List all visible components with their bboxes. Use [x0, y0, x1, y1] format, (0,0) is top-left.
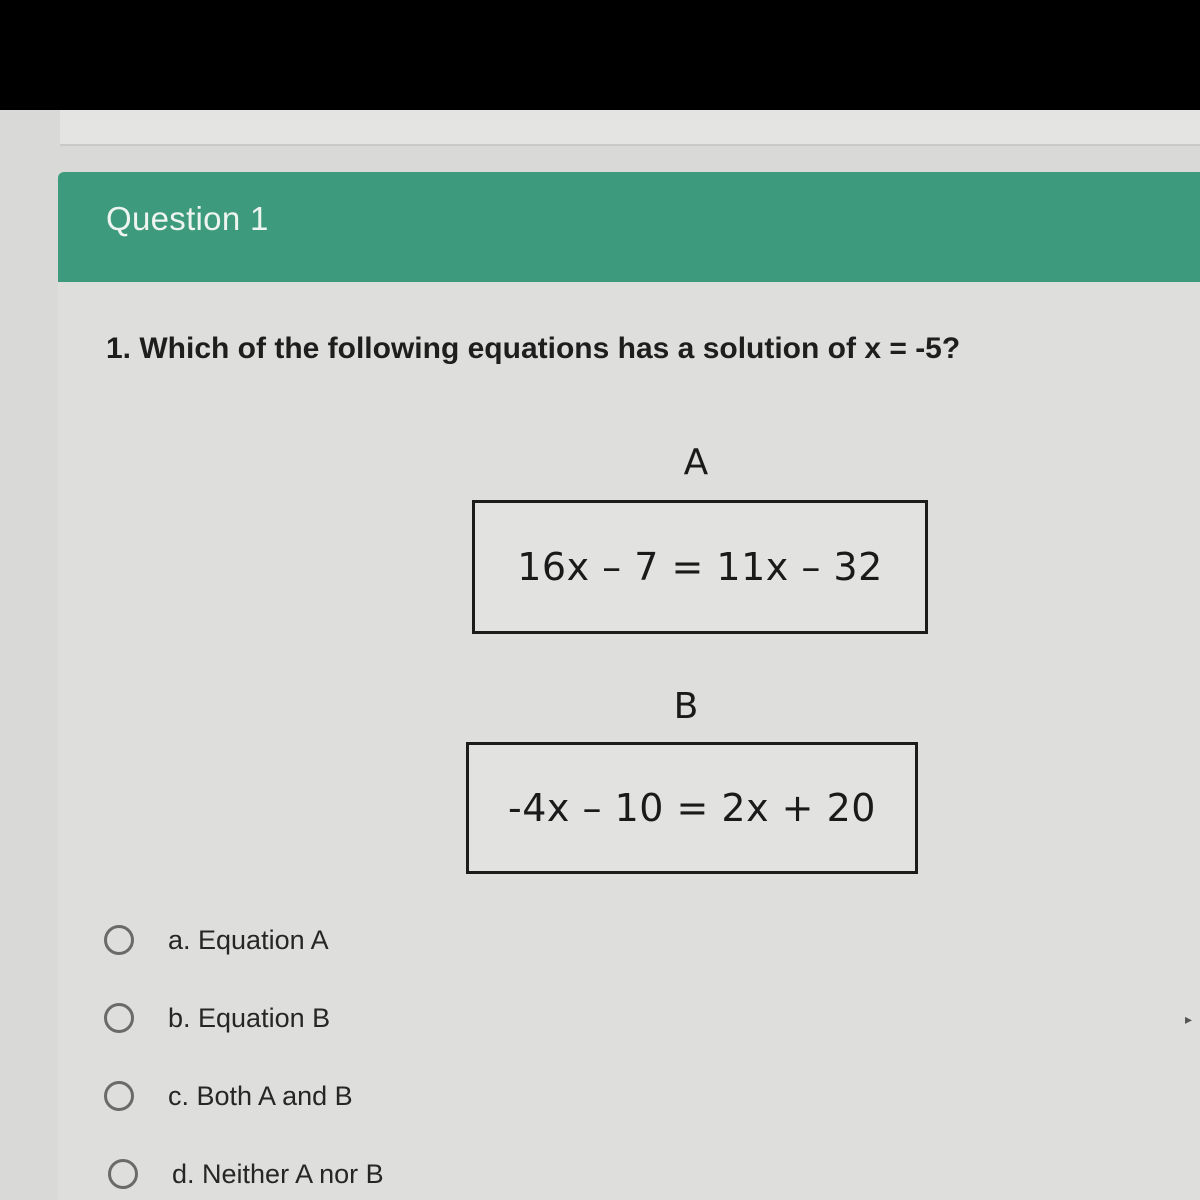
radio-button-c[interactable] [104, 1081, 134, 1111]
option-a-label[interactable]: a. Equation A [168, 924, 329, 955]
option-d[interactable] [108, 1152, 384, 1196]
equation-a-text: 16x – 7 = 11x – 32 [517, 545, 883, 589]
equation-b-label: B [673, 686, 699, 727]
quiz-screen [0, 110, 1200, 1200]
question-card [58, 282, 1200, 1200]
question-header-title: Question 1 [106, 200, 269, 237]
equation-b-box [466, 742, 918, 874]
option-d-label[interactable]: d. Neither A nor B [172, 1158, 384, 1189]
previous-card-edge [60, 110, 1200, 146]
radio-button-a[interactable] [104, 925, 134, 955]
option-b[interactable] [104, 996, 330, 1040]
question-prompt: 1. Which of the following equations has a solution of x = -5? [106, 332, 961, 365]
radio-button-d[interactable] [108, 1159, 138, 1189]
option-b-label[interactable]: b. Equation B [168, 1002, 331, 1033]
equation-b-text: -4x – 10 = 2x + 20 [508, 786, 876, 830]
question-header [58, 172, 1200, 282]
caret-right-icon: ▸ [1184, 1012, 1192, 1028]
equation-a-box [472, 500, 928, 634]
option-c[interactable] [104, 1074, 353, 1118]
equation-a-label: A [683, 442, 709, 483]
option-a[interactable] [104, 918, 329, 962]
radio-button-b[interactable] [104, 1003, 134, 1033]
option-c-label[interactable]: c. Both A and B [168, 1080, 353, 1111]
